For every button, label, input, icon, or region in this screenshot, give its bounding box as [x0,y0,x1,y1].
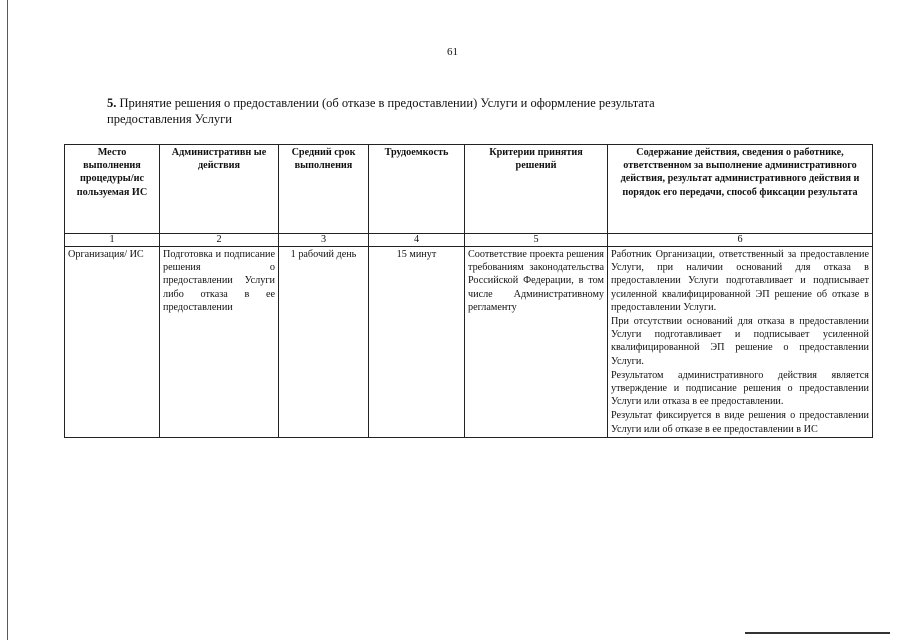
content-paragraph: Результат фиксируется в виде решения о предоставлении Услуги или об отказе в ее предоставлении в ИС [611,410,869,435]
content-paragraph: При отсутствии оснований для отказа в предоставлении Услуги подготавливает и подписывает усиленной квалифицированной ЭП решение о предоставлении Услуги. [611,316,869,367]
cell-term: 1 рабочий день [279,247,369,438]
scan-left-edge [7,0,8,640]
column-index: 4 [369,234,465,247]
section-number: 5. [107,96,117,110]
header-actions: Административн ые действия [160,145,279,234]
cell-actions: Подготовка и подписание решения о предоставлении Услуги либо отказа в ее предоставлении [160,247,279,438]
section-title [107,95,807,127]
column-index: 5 [465,234,608,247]
header-labor: Трудоемкость [369,145,465,234]
section-title-line1: Принятие решения о предоставлении (об отказе в предоставлении) Услуги и оформление результата [119,96,655,110]
cell-place: Организация/ ИС [65,247,160,438]
content-paragraph: Результатом административного действия является утверждение и подписание решения о предоставлении Услуги или отказа в ее предоставлении. [611,369,869,408]
page-number: 61 [447,46,458,58]
content-paragraph: Работник Организации, ответственный за предоставление Услуги, при наличии оснований для отказа в предоставлении Услуги подготавливает и подписывает усиленной квалифицированной ЭП решение об отказе в предоставлении Услуги. [611,249,869,313]
header-place: Место выполнения процедуры/ис пользуемая ИС [65,145,160,234]
procedure-table-wrapper [64,144,872,438]
column-index: 6 [608,234,873,247]
column-index: 2 [160,234,279,247]
section-title-line2: предоставления Услуги [107,112,232,126]
table-row [65,247,873,438]
table-header-row [65,145,873,234]
column-index-row [65,234,873,247]
cell-content [608,247,873,438]
cell-labor: 15 минут [369,247,465,438]
cell-criteria: Соответствие проекта решения требованиям законодательства Российской Федерации, в том числе Административному регламенту [465,247,608,438]
header-term: Средний срок выполнения [279,145,369,234]
procedure-table [64,144,873,438]
column-index: 1 [65,234,160,247]
header-content: Содержание действия, сведения о работнике, ответственном за выполнение административного действия, результат административного действия и порядок его передачи, способ фиксации результата [608,145,873,234]
header-criteria: Критерии принятия решений [465,145,608,234]
column-index: 3 [279,234,369,247]
scan-bottom-line [745,632,890,634]
